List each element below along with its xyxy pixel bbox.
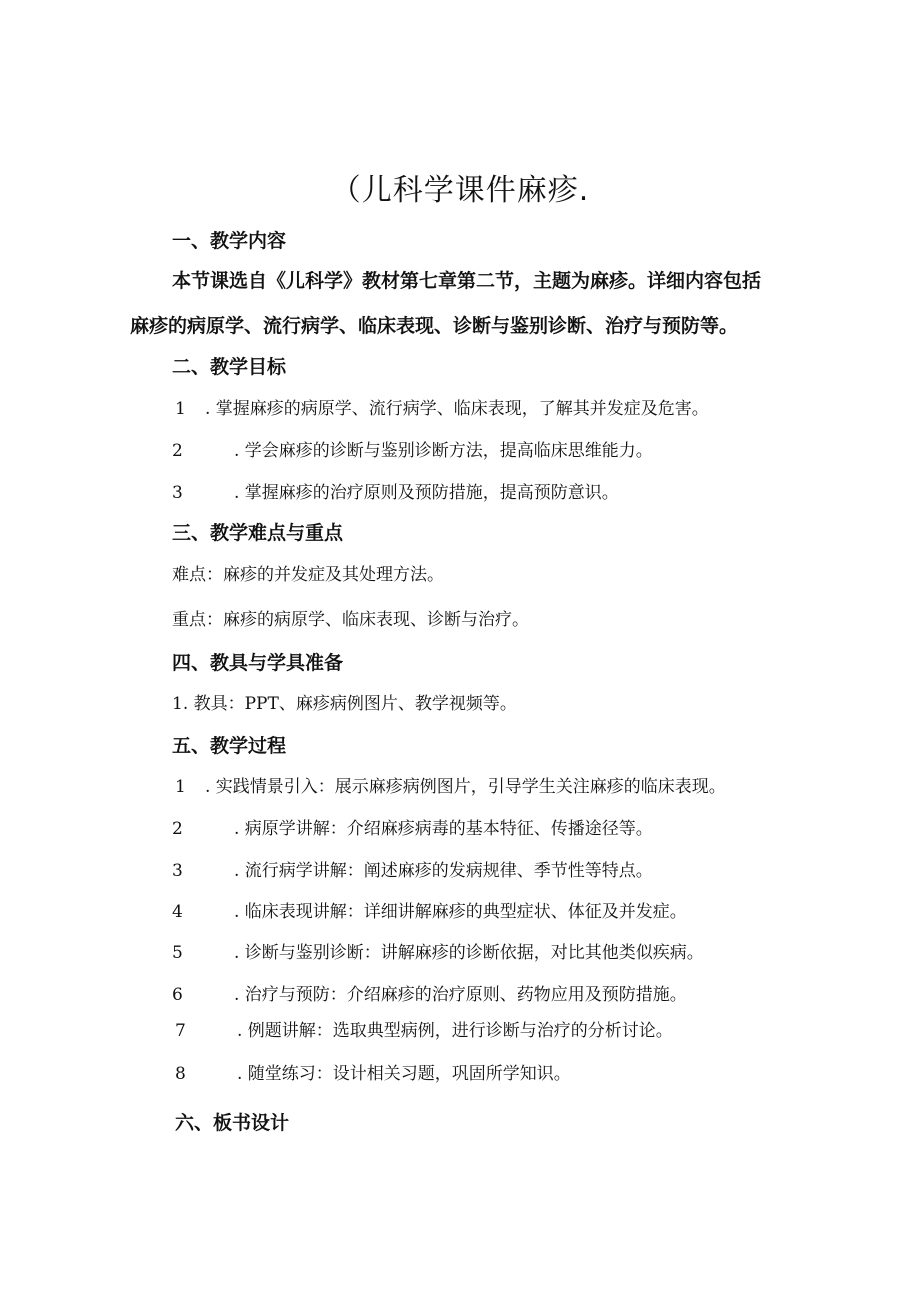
section-heading-teaching-aids: 四、教具与学具准备 [172, 652, 344, 674]
section-heading-board-design: 六、板书设计 [175, 1112, 290, 1134]
difficulty-text: 难点：麻疹的并发症及其处理方法。 [172, 565, 444, 585]
process-step-text: . 临床表现讲解：详细讲解麻疹的典型症状、体征及并发症。 [234, 902, 687, 922]
page-title: （儿科学课件麻疹. [330, 173, 590, 208]
teaching-aid-item: 1. 教具：PPT、麻疹病例图片、教学视频等。 [172, 694, 517, 714]
process-step [172, 897, 687, 922]
process-step [172, 814, 653, 839]
content-paragraph-line-2: 麻疹的病原学、流行病学、临床表现、诊断与鉴别诊断、治疗与预防等。 [130, 315, 739, 337]
goal-text: . 掌握麻疹的治疗原则及预防措施，提高预防意识。 [234, 483, 619, 503]
section-heading-teaching-content: 一、教学内容 [172, 230, 287, 252]
process-step [172, 980, 687, 1005]
process-step-text: . 病原学讲解：介绍麻疹病毒的基本特征、传播途径等。 [234, 819, 653, 839]
process-step-number: 1 [175, 777, 186, 797]
process-step [175, 1059, 571, 1084]
process-step-number: 6 [172, 985, 183, 1005]
process-step-number: 2 [172, 819, 183, 839]
focus-text: 重点：麻疹的病原学、临床表现、诊断与治疗。 [172, 610, 529, 630]
process-step [172, 856, 653, 881]
goal-item [172, 478, 619, 503]
goal-text: . 掌握麻疹的病原学、流行病学、临床表现，了解其并发症及危害。 [205, 399, 709, 419]
process-step [172, 938, 704, 963]
process-step-text: . 随堂练习：设计相关习题，巩固所学知识。 [237, 1064, 571, 1084]
process-step-text: . 治疗与预防：介绍麻疹的治疗原则、药物应用及预防措施。 [234, 985, 687, 1005]
goal-text: . 学会麻疹的诊断与鉴别诊断方法，提高临床思维能力。 [234, 441, 653, 461]
process-step-text: . 流行病学讲解：阐述麻疹的发病规律、季节性等特点。 [234, 861, 653, 881]
process-step-number: 8 [175, 1064, 186, 1084]
process-step-number: 5 [172, 943, 183, 963]
content-paragraph-line-1: 本节课选自《儿科学》教材第七章第二节，主题为麻疹。详细内容包括 [172, 270, 762, 292]
goal-item [172, 436, 653, 461]
section-heading-teaching-process: 五、教学过程 [172, 735, 287, 757]
section-heading-difficulties-focus: 三、教学难点与重点 [172, 522, 344, 544]
process-step-number: 7 [175, 1021, 186, 1041]
process-step-number: 3 [172, 861, 183, 881]
process-step [175, 772, 726, 797]
process-step-text: . 实践情景引入：展示麻疹病例图片，引导学生关注麻疹的临床表现。 [205, 777, 726, 797]
process-step [175, 1016, 673, 1041]
process-step-number: 4 [172, 902, 183, 922]
process-step-text: . 例题讲解：选取典型病例，进行诊断与治疗的分析讨论。 [237, 1021, 673, 1041]
goal-item [175, 394, 709, 419]
goal-number: 2 [172, 441, 183, 461]
goal-number: 1 [175, 399, 186, 419]
process-step-text: . 诊断与鉴别诊断：讲解麻疹的诊断依据，对比其他类似疾病。 [234, 943, 704, 963]
section-heading-teaching-goals: 二、教学目标 [172, 356, 287, 378]
goal-number: 3 [172, 483, 183, 503]
